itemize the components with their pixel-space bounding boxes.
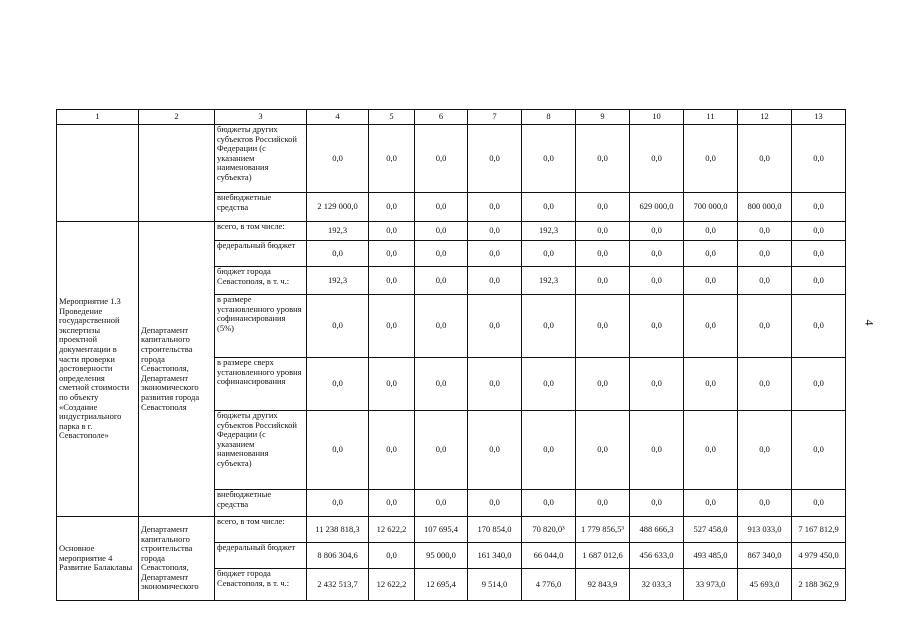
value-cell: 4 979 450,0 bbox=[792, 543, 846, 569]
value-cell: 12 622,2 bbox=[369, 569, 415, 601]
value-cell: 192,3 bbox=[522, 222, 576, 241]
funding-source: всего, в том числе: bbox=[215, 517, 307, 543]
value-cell: 161 340,0 bbox=[468, 543, 522, 569]
value-cell: 0,0 bbox=[630, 222, 684, 241]
budget-table bbox=[56, 109, 846, 601]
value-cell: 1 687 012,6 bbox=[576, 543, 630, 569]
value-cell: 0,0 bbox=[738, 490, 792, 517]
value-cell: 0,0 bbox=[307, 241, 369, 267]
value-cell: 0,0 bbox=[369, 358, 415, 411]
value-cell: 0,0 bbox=[307, 490, 369, 517]
value-cell: 0,0 bbox=[415, 267, 468, 295]
value-cell: 0,0 bbox=[738, 222, 792, 241]
value-cell: 0,0 bbox=[415, 125, 468, 193]
value-cell: 0,0 bbox=[684, 267, 738, 295]
table-row bbox=[57, 125, 846, 193]
value-cell: 0,0 bbox=[415, 295, 468, 358]
value-cell: 0,0 bbox=[369, 295, 415, 358]
funding-source: внебюджетные средства bbox=[215, 193, 307, 222]
value-cell: 0,0 bbox=[792, 358, 846, 411]
value-cell: 0,0 bbox=[576, 222, 630, 241]
value-cell: 2 129 000,0 bbox=[307, 193, 369, 222]
value-cell: 0,0 bbox=[576, 490, 630, 517]
table-row bbox=[57, 222, 846, 241]
value-cell: 0,0 bbox=[415, 193, 468, 222]
value-cell: 913 033,0 bbox=[738, 517, 792, 543]
value-cell: 488 666,3 bbox=[630, 517, 684, 543]
value-cell: 0,0 bbox=[630, 358, 684, 411]
value-cell: 0,0 bbox=[684, 358, 738, 411]
value-cell: 0,0 bbox=[792, 241, 846, 267]
value-cell: 0,0 bbox=[738, 267, 792, 295]
funding-source: в размере установленного уровня софинансирования (5%) bbox=[215, 295, 307, 358]
value-cell: 0,0 bbox=[576, 241, 630, 267]
value-cell: 0,0 bbox=[415, 411, 468, 490]
value-cell: 0,0 bbox=[576, 295, 630, 358]
value-cell: 0,0 bbox=[468, 295, 522, 358]
value-cell: 0,0 bbox=[684, 222, 738, 241]
value-cell: 192,3 bbox=[307, 267, 369, 295]
value-cell: 0,0 bbox=[684, 241, 738, 267]
value-cell: 0,0 bbox=[369, 543, 415, 569]
event-cell-empty bbox=[57, 125, 139, 222]
value-cell: 0,0 bbox=[576, 411, 630, 490]
value-cell: 0,0 bbox=[468, 125, 522, 193]
value-cell: 0,0 bbox=[307, 295, 369, 358]
value-cell: 0,0 bbox=[468, 358, 522, 411]
value-cell: 0,0 bbox=[684, 295, 738, 358]
value-cell: 0,0 bbox=[522, 358, 576, 411]
value-cell: 0,0 bbox=[576, 193, 630, 222]
funding-source: всего, в том числе: bbox=[215, 222, 307, 241]
value-cell: 0,0 bbox=[630, 267, 684, 295]
funding-source: в размере сверх установленного уровня софинансирования bbox=[215, 358, 307, 411]
page-number: 4 bbox=[862, 319, 877, 326]
value-cell: 456 633,0 bbox=[630, 543, 684, 569]
value-cell: 0,0 bbox=[369, 411, 415, 490]
value-cell: 0,0 bbox=[369, 193, 415, 222]
value-cell: 4 776,0 bbox=[522, 569, 576, 601]
value-cell: 0,0 bbox=[522, 295, 576, 358]
value-cell: 0,0 bbox=[630, 411, 684, 490]
funding-source: внебюджетные средства bbox=[215, 490, 307, 517]
value-cell: 0,0 bbox=[307, 358, 369, 411]
event-name: Мероприятие 1.3 Проведение государственной экспертизы проектной документации в части проверки достоверности определения сметной стоимости по объекту «Создание индустриального парка в г. Севастополе» bbox=[57, 222, 139, 517]
value-cell: 0,0 bbox=[738, 241, 792, 267]
value-cell: 0,0 bbox=[792, 490, 846, 517]
value-cell: 0,0 bbox=[468, 241, 522, 267]
value-cell: 0,0 bbox=[369, 241, 415, 267]
value-cell: 2 188 362,9 bbox=[792, 569, 846, 601]
value-cell: 107 695,4 bbox=[415, 517, 468, 543]
event-name: Основное мероприятие 4 Развитие Балаклавы bbox=[57, 517, 139, 601]
value-cell: 0,0 bbox=[522, 125, 576, 193]
value-cell: 0,0 bbox=[738, 125, 792, 193]
column-number: 12 bbox=[738, 110, 792, 125]
value-cell: 12 695,4 bbox=[415, 569, 468, 601]
value-cell: 527 458,0 bbox=[684, 517, 738, 543]
column-number: 4 bbox=[307, 110, 369, 125]
value-cell: 0,0 bbox=[369, 125, 415, 193]
table-row bbox=[57, 517, 846, 543]
value-cell: 8 806 304,6 bbox=[307, 543, 369, 569]
column-number: 7 bbox=[468, 110, 522, 125]
value-cell: 0,0 bbox=[792, 193, 846, 222]
value-cell: 92 843,9 bbox=[576, 569, 630, 601]
value-cell: 0,0 bbox=[684, 490, 738, 517]
value-cell: 0,0 bbox=[522, 411, 576, 490]
column-number: 8 bbox=[522, 110, 576, 125]
value-cell: 66 044,0 bbox=[522, 543, 576, 569]
value-cell: 0,0 bbox=[307, 411, 369, 490]
value-cell: 0,0 bbox=[522, 490, 576, 517]
column-number: 13 bbox=[792, 110, 846, 125]
value-cell: 0,0 bbox=[576, 267, 630, 295]
value-cell: 493 485,0 bbox=[684, 543, 738, 569]
funding-source: бюджеты других субъектов Российской Федерации (с указанием наименования субъекта) bbox=[215, 411, 307, 490]
value-cell: 0,0 bbox=[630, 125, 684, 193]
value-cell: 0,0 bbox=[738, 411, 792, 490]
value-cell: 0,0 bbox=[630, 241, 684, 267]
value-cell: 0,0 bbox=[576, 358, 630, 411]
funding-source: бюджет города Севастополя, в т. ч.: bbox=[215, 267, 307, 295]
value-cell: 170 854,0 bbox=[468, 517, 522, 543]
value-cell: 33 973,0 bbox=[684, 569, 738, 601]
column-number: 10 bbox=[630, 110, 684, 125]
column-number: 5 bbox=[369, 110, 415, 125]
column-number: 6 bbox=[415, 110, 468, 125]
value-cell: 0,0 bbox=[738, 358, 792, 411]
value-cell: 70 820,0³ bbox=[522, 517, 576, 543]
value-cell: 11 238 818,3 bbox=[307, 517, 369, 543]
funding-source: федеральный бюджет bbox=[215, 543, 307, 569]
value-cell: 9 514,0 bbox=[468, 569, 522, 601]
value-cell: 7 167 812,9 bbox=[792, 517, 846, 543]
value-cell: 32 033,3 bbox=[630, 569, 684, 601]
value-cell: 0,0 bbox=[468, 411, 522, 490]
budget-table-page bbox=[56, 109, 846, 601]
value-cell: 0,0 bbox=[415, 358, 468, 411]
value-cell: 192,3 bbox=[307, 222, 369, 241]
value-cell: 0,0 bbox=[576, 125, 630, 193]
value-cell: 0,0 bbox=[792, 295, 846, 358]
column-number: 2 bbox=[139, 110, 215, 125]
value-cell: 0,0 bbox=[369, 490, 415, 517]
value-cell: 45 693,0 bbox=[738, 569, 792, 601]
value-cell: 0,0 bbox=[522, 241, 576, 267]
value-cell: 0,0 bbox=[468, 490, 522, 517]
value-cell: 2 432 513,7 bbox=[307, 569, 369, 601]
value-cell: 0,0 bbox=[468, 267, 522, 295]
value-cell: 0,0 bbox=[630, 490, 684, 517]
value-cell: 0,0 bbox=[792, 267, 846, 295]
column-number: 1 bbox=[57, 110, 139, 125]
value-cell: 0,0 bbox=[369, 222, 415, 241]
value-cell: 867 340,0 bbox=[738, 543, 792, 569]
value-cell: 0,0 bbox=[684, 411, 738, 490]
value-cell: 0,0 bbox=[684, 125, 738, 193]
value-cell: 0,0 bbox=[415, 222, 468, 241]
value-cell: 0,0 bbox=[468, 222, 522, 241]
value-cell: 192,3 bbox=[522, 267, 576, 295]
value-cell: 95 000,0 bbox=[415, 543, 468, 569]
value-cell: 800 000,0 bbox=[738, 193, 792, 222]
value-cell: 0,0 bbox=[630, 295, 684, 358]
value-cell: 0,0 bbox=[369, 267, 415, 295]
value-cell: 629 000,0 bbox=[630, 193, 684, 222]
column-number-row bbox=[57, 110, 846, 125]
funding-source: бюджеты других субъектов Российской Федерации (с указанием наименования субъекта) bbox=[215, 125, 307, 193]
value-cell: 1 779 856,5³ bbox=[576, 517, 630, 543]
funding-source: федеральный бюджет bbox=[215, 241, 307, 267]
funding-source: бюджет города Севастополя, в т. ч.: bbox=[215, 569, 307, 601]
value-cell: 0,0 bbox=[522, 193, 576, 222]
value-cell: 700 000,0 bbox=[684, 193, 738, 222]
value-cell: 0,0 bbox=[307, 125, 369, 193]
value-cell: 0,0 bbox=[468, 193, 522, 222]
column-number: 9 bbox=[576, 110, 630, 125]
department-cell-empty bbox=[139, 125, 215, 222]
value-cell: 0,0 bbox=[415, 490, 468, 517]
value-cell: 0,0 bbox=[792, 125, 846, 193]
value-cell: 0,0 bbox=[415, 241, 468, 267]
department-name: Департамент капитального строительства города Севастополя, Департамент экономического развития города Севастополя bbox=[139, 222, 215, 517]
value-cell: 0,0 bbox=[792, 222, 846, 241]
department-name: Департамент капитального строительства города Севастополя, Департамент экономического bbox=[139, 517, 215, 601]
column-number: 3 bbox=[215, 110, 307, 125]
column-number: 11 bbox=[684, 110, 738, 125]
value-cell: 0,0 bbox=[738, 295, 792, 358]
value-cell: 12 622,2 bbox=[369, 517, 415, 543]
value-cell: 0,0 bbox=[792, 411, 846, 490]
